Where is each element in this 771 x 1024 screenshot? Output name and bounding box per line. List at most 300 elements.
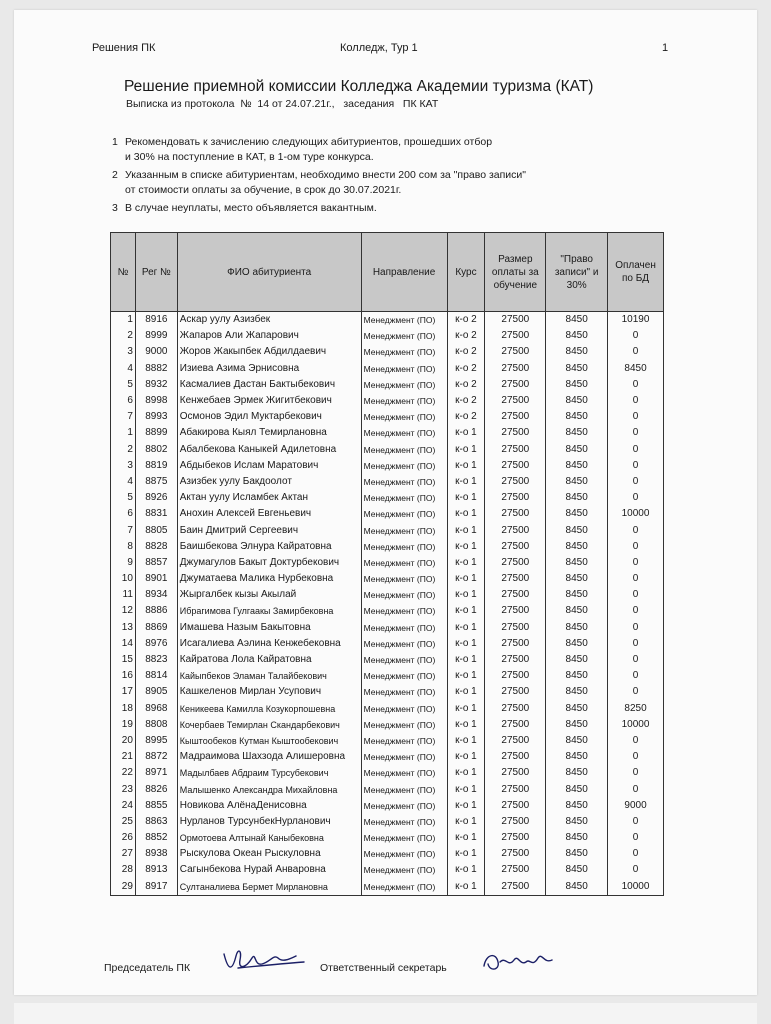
document-title: Решение приемной комиссии Колледжа Академии туризма (КАТ) bbox=[124, 78, 594, 95]
fee-amount: 27500 bbox=[485, 506, 546, 522]
table-row bbox=[111, 587, 664, 603]
course: к-о 1 bbox=[447, 571, 485, 587]
decision-point bbox=[112, 201, 632, 216]
row-number: 2 bbox=[111, 442, 136, 458]
reg-number: 8913 bbox=[135, 862, 177, 878]
table-row bbox=[111, 539, 664, 555]
applicant-name: Баишбекова Элнура Кайратовна bbox=[177, 539, 361, 555]
right-amount: 8450 bbox=[546, 409, 608, 425]
row-number: 12 bbox=[111, 603, 136, 619]
table-row bbox=[111, 668, 664, 684]
applicant-name: Новикова АлёнаДенисовна bbox=[177, 798, 361, 814]
applicant-name: Кочербаев Темирлан Скандарбекович bbox=[177, 717, 361, 733]
reg-number: 8993 bbox=[135, 409, 177, 425]
paid-amount: 0 bbox=[608, 781, 664, 797]
direction: Менеджмент (ПО) bbox=[361, 490, 447, 506]
fee-amount: 27500 bbox=[485, 425, 546, 441]
direction: Менеджмент (ПО) bbox=[361, 377, 447, 393]
table-row bbox=[111, 409, 664, 425]
fee-amount: 27500 bbox=[485, 458, 546, 474]
paid-amount: 0 bbox=[608, 571, 664, 587]
direction: Менеджмент (ПО) bbox=[361, 668, 447, 684]
fee-amount: 27500 bbox=[485, 361, 546, 377]
course: к-о 1 bbox=[447, 749, 485, 765]
row-number: 28 bbox=[111, 862, 136, 878]
paid-amount: 8250 bbox=[608, 701, 664, 717]
reg-number: 8999 bbox=[135, 328, 177, 344]
course: к-о 1 bbox=[447, 684, 485, 700]
paid-amount: 0 bbox=[608, 409, 664, 425]
reg-number: 8828 bbox=[135, 539, 177, 555]
direction: Менеджмент (ПО) bbox=[361, 879, 447, 896]
course: к-о 1 bbox=[447, 830, 485, 846]
applicant-name: Касмалиев Дастан Бактыбекович bbox=[177, 377, 361, 393]
col-header-course: Курс bbox=[447, 233, 485, 312]
direction: Менеджмент (ПО) bbox=[361, 603, 447, 619]
course: к-о 1 bbox=[447, 425, 485, 441]
table-row bbox=[111, 717, 664, 733]
document-subtitle: Выписка из протокола № 14 от 24.07.21г., заседания ПК КАТ bbox=[126, 98, 439, 110]
right-amount: 8450 bbox=[546, 781, 608, 797]
direction: Менеджмент (ПО) bbox=[361, 522, 447, 538]
course: к-о 2 bbox=[447, 344, 485, 360]
paid-amount: 0 bbox=[608, 603, 664, 619]
table-row bbox=[111, 781, 664, 797]
row-number: 27 bbox=[111, 846, 136, 862]
course: к-о 1 bbox=[447, 846, 485, 862]
applicant-name: Ибрагимова Гулгаакы Замирбековна bbox=[177, 603, 361, 619]
table-row bbox=[111, 636, 664, 652]
right-amount: 8450 bbox=[546, 636, 608, 652]
direction: Менеджмент (ПО) bbox=[361, 555, 447, 571]
table-row bbox=[111, 506, 664, 522]
direction: Менеджмент (ПО) bbox=[361, 636, 447, 652]
applicant-name: Джуматаева Малика Нурбековна bbox=[177, 571, 361, 587]
reg-number: 8875 bbox=[135, 474, 177, 490]
direction: Менеджмент (ПО) bbox=[361, 393, 447, 409]
direction: Менеджмент (ПО) bbox=[361, 312, 447, 329]
row-number: 26 bbox=[111, 830, 136, 846]
header-center: Колледж, Тур 1 bbox=[340, 42, 418, 54]
course: к-о 1 bbox=[447, 765, 485, 781]
direction: Менеджмент (ПО) bbox=[361, 652, 447, 668]
fee-amount: 27500 bbox=[485, 344, 546, 360]
applicant-name: Изиева Азима Эрнисовна bbox=[177, 361, 361, 377]
reg-number: 8971 bbox=[135, 765, 177, 781]
table-row bbox=[111, 474, 664, 490]
point-text: В случае неуплаты, место объявляется вакантным. bbox=[125, 202, 377, 214]
direction: Менеджмент (ПО) bbox=[361, 684, 447, 700]
reg-number: 8869 bbox=[135, 620, 177, 636]
row-number: 25 bbox=[111, 814, 136, 830]
right-amount: 8450 bbox=[546, 814, 608, 830]
point-number: 3 bbox=[112, 202, 118, 214]
direction: Менеджмент (ПО) bbox=[361, 733, 447, 749]
fee-amount: 27500 bbox=[485, 636, 546, 652]
applicant-name: Кеникеева Камилла Козукорпошевна bbox=[177, 701, 361, 717]
secretary-signature bbox=[478, 946, 558, 976]
right-amount: 8450 bbox=[546, 830, 608, 846]
course: к-о 2 bbox=[447, 361, 485, 377]
direction: Менеджмент (ПО) bbox=[361, 506, 447, 522]
row-number: 3 bbox=[111, 344, 136, 360]
row-number: 14 bbox=[111, 636, 136, 652]
fee-amount: 27500 bbox=[485, 474, 546, 490]
course: к-о 1 bbox=[447, 636, 485, 652]
paid-amount: 0 bbox=[608, 652, 664, 668]
paid-amount: 0 bbox=[608, 328, 664, 344]
header-left: Решения ПК bbox=[92, 42, 156, 54]
reg-number: 9000 bbox=[135, 344, 177, 360]
course: к-о 1 bbox=[447, 862, 485, 878]
paid-amount: 0 bbox=[608, 539, 664, 555]
fee-amount: 27500 bbox=[485, 717, 546, 733]
row-number: 1 bbox=[111, 425, 136, 441]
course: к-о 1 bbox=[447, 652, 485, 668]
fee-amount: 27500 bbox=[485, 781, 546, 797]
direction: Менеджмент (ПО) bbox=[361, 620, 447, 636]
direction: Менеджмент (ПО) bbox=[361, 862, 447, 878]
right-amount: 8450 bbox=[546, 684, 608, 700]
row-number: 5 bbox=[111, 377, 136, 393]
applicant-name: Жоров Жакыпбек Абдилдаевич bbox=[177, 344, 361, 360]
paid-amount: 10000 bbox=[608, 879, 664, 896]
course: к-о 1 bbox=[447, 458, 485, 474]
table-row bbox=[111, 765, 664, 781]
col-header-name: ФИО абитуриента bbox=[177, 233, 361, 312]
fee-amount: 27500 bbox=[485, 442, 546, 458]
col-header-paid: Оплачен по БД bbox=[608, 233, 664, 312]
applicant-name: Жапаров Али Жапарович bbox=[177, 328, 361, 344]
fee-amount: 27500 bbox=[485, 522, 546, 538]
course: к-о 1 bbox=[447, 733, 485, 749]
table-row bbox=[111, 328, 664, 344]
right-amount: 8450 bbox=[546, 571, 608, 587]
course: к-о 1 bbox=[447, 798, 485, 814]
paid-amount: 0 bbox=[608, 587, 664, 603]
decision-point bbox=[112, 168, 632, 198]
row-number: 5 bbox=[111, 490, 136, 506]
table-row bbox=[111, 377, 664, 393]
course: к-о 2 bbox=[447, 409, 485, 425]
reg-number: 8857 bbox=[135, 555, 177, 571]
fee-amount: 27500 bbox=[485, 539, 546, 555]
row-number: 4 bbox=[111, 361, 136, 377]
course: к-о 1 bbox=[447, 555, 485, 571]
direction: Менеджмент (ПО) bbox=[361, 425, 447, 441]
fee-amount: 27500 bbox=[485, 684, 546, 700]
paid-amount: 0 bbox=[608, 458, 664, 474]
direction: Менеджмент (ПО) bbox=[361, 814, 447, 830]
right-amount: 8450 bbox=[546, 652, 608, 668]
row-number: 18 bbox=[111, 701, 136, 717]
right-amount: 8450 bbox=[546, 344, 608, 360]
reg-number: 8905 bbox=[135, 684, 177, 700]
direction: Менеджмент (ПО) bbox=[361, 458, 447, 474]
applicant-name: Азизбек уулу Бакдоолот bbox=[177, 474, 361, 490]
table-row bbox=[111, 798, 664, 814]
reg-number: 8886 bbox=[135, 603, 177, 619]
table-row bbox=[111, 862, 664, 878]
fee-amount: 27500 bbox=[485, 620, 546, 636]
applicant-name: Ормотоева Алтынай Каныбековна bbox=[177, 830, 361, 846]
applicant-name: Нурланов ТурсунбекНурланович bbox=[177, 814, 361, 830]
row-number: 2 bbox=[111, 328, 136, 344]
right-amount: 8450 bbox=[546, 668, 608, 684]
page-number: 1 bbox=[662, 42, 669, 54]
reg-number: 8852 bbox=[135, 830, 177, 846]
fee-amount: 27500 bbox=[485, 798, 546, 814]
applicant-name: Мадылбаев Абдраим Турсубекович bbox=[177, 765, 361, 781]
right-amount: 8450 bbox=[546, 701, 608, 717]
row-number: 6 bbox=[111, 393, 136, 409]
course: к-о 1 bbox=[447, 717, 485, 733]
paid-amount: 0 bbox=[608, 377, 664, 393]
point-text: Указанным в списке абитуриентам, необходимо внести 200 сом за "право записи" от стоимости оплаты за обучение, в срок до 30.07.2021г. bbox=[125, 169, 527, 196]
paid-amount: 0 bbox=[608, 393, 664, 409]
applicant-name: Джумагулов Бакыт Доктурбекович bbox=[177, 555, 361, 571]
right-amount: 8450 bbox=[546, 862, 608, 878]
reg-number: 8863 bbox=[135, 814, 177, 830]
applicant-name: Кайыпбеков Эламан Талайбекович bbox=[177, 668, 361, 684]
row-number: 17 bbox=[111, 684, 136, 700]
table-row bbox=[111, 393, 664, 409]
course: к-о 1 bbox=[447, 506, 485, 522]
applicant-name: Малышенко Александра Михайловна bbox=[177, 781, 361, 797]
row-number: 29 bbox=[111, 879, 136, 896]
right-amount: 8450 bbox=[546, 879, 608, 896]
paid-amount: 0 bbox=[608, 522, 664, 538]
reg-number: 8826 bbox=[135, 781, 177, 797]
reg-number: 8916 bbox=[135, 312, 177, 329]
row-number: 6 bbox=[111, 506, 136, 522]
table-row bbox=[111, 879, 664, 896]
applicant-name: Баин Дмитрий Сергеевич bbox=[177, 522, 361, 538]
course: к-о 1 bbox=[447, 620, 485, 636]
reg-number: 8819 bbox=[135, 458, 177, 474]
applicant-name: Кенжебаев Эрмек Жигитбекович bbox=[177, 393, 361, 409]
paid-amount: 9000 bbox=[608, 798, 664, 814]
fee-amount: 27500 bbox=[485, 765, 546, 781]
chair-signature bbox=[218, 944, 310, 978]
reg-number: 8899 bbox=[135, 425, 177, 441]
fee-amount: 27500 bbox=[485, 733, 546, 749]
row-number: 15 bbox=[111, 652, 136, 668]
applicant-name: Мадраимова Шахзода Алишеровна bbox=[177, 749, 361, 765]
course: к-о 1 bbox=[447, 701, 485, 717]
direction: Менеджмент (ПО) bbox=[361, 442, 447, 458]
col-header-right: "Право записи" и 30% bbox=[546, 233, 608, 312]
table-row bbox=[111, 555, 664, 571]
row-number: 19 bbox=[111, 717, 136, 733]
applicant-name: Абакирова Кыял Темирлановна bbox=[177, 425, 361, 441]
table-row bbox=[111, 846, 664, 862]
applicant-name: Кайратова Лола Кайратовна bbox=[177, 652, 361, 668]
right-amount: 8450 bbox=[546, 312, 608, 329]
applicant-name: Кыштообеков Кутман Кыштообекович bbox=[177, 733, 361, 749]
right-amount: 8450 bbox=[546, 522, 608, 538]
paid-amount: 0 bbox=[608, 749, 664, 765]
direction: Менеджмент (ПО) bbox=[361, 717, 447, 733]
course: к-о 1 bbox=[447, 781, 485, 797]
paid-amount: 0 bbox=[608, 620, 664, 636]
table-row bbox=[111, 490, 664, 506]
row-number: 8 bbox=[111, 539, 136, 555]
row-number: 1 bbox=[111, 312, 136, 329]
paid-amount: 0 bbox=[608, 830, 664, 846]
table-row bbox=[111, 733, 664, 749]
table-row bbox=[111, 442, 664, 458]
fee-amount: 27500 bbox=[485, 587, 546, 603]
table-row bbox=[111, 652, 664, 668]
row-number: 24 bbox=[111, 798, 136, 814]
course: к-о 1 bbox=[447, 474, 485, 490]
fee-amount: 27500 bbox=[485, 652, 546, 668]
paid-amount: 10000 bbox=[608, 506, 664, 522]
table-row bbox=[111, 425, 664, 441]
applicant-name: Сагынбекова Нурай Анваровна bbox=[177, 862, 361, 878]
reg-number: 8882 bbox=[135, 361, 177, 377]
table-row bbox=[111, 312, 664, 329]
course: к-о 1 bbox=[447, 879, 485, 896]
direction: Менеджмент (ПО) bbox=[361, 830, 447, 846]
paid-amount: 0 bbox=[608, 862, 664, 878]
paid-amount: 0 bbox=[608, 636, 664, 652]
right-amount: 8450 bbox=[546, 733, 608, 749]
applicant-name: Абдыбеков Ислам Маратович bbox=[177, 458, 361, 474]
fee-amount: 27500 bbox=[485, 846, 546, 862]
table-header-row bbox=[111, 233, 664, 312]
paid-amount: 10190 bbox=[608, 312, 664, 329]
reg-number: 8932 bbox=[135, 377, 177, 393]
decision-points bbox=[112, 135, 632, 219]
right-amount: 8450 bbox=[546, 620, 608, 636]
applicant-name: Рыскулова Океан Рыскуловна bbox=[177, 846, 361, 862]
fee-amount: 27500 bbox=[485, 701, 546, 717]
applicant-name: Анохин Алексей Евгеньевич bbox=[177, 506, 361, 522]
table-row bbox=[111, 603, 664, 619]
course: к-о 1 bbox=[447, 442, 485, 458]
row-number: 22 bbox=[111, 765, 136, 781]
paid-amount: 0 bbox=[608, 733, 664, 749]
table-row bbox=[111, 458, 664, 474]
row-number: 3 bbox=[111, 458, 136, 474]
direction: Менеджмент (ПО) bbox=[361, 361, 447, 377]
right-amount: 8450 bbox=[546, 555, 608, 571]
fee-amount: 27500 bbox=[485, 830, 546, 846]
reg-number: 8968 bbox=[135, 701, 177, 717]
applicant-name: Имашева Назым Бакытовна bbox=[177, 620, 361, 636]
fee-amount: 27500 bbox=[485, 862, 546, 878]
reg-number: 8823 bbox=[135, 652, 177, 668]
row-number: 20 bbox=[111, 733, 136, 749]
course: к-о 1 bbox=[447, 539, 485, 555]
right-amount: 8450 bbox=[546, 717, 608, 733]
decision-point bbox=[112, 135, 632, 165]
fee-amount: 27500 bbox=[485, 879, 546, 896]
course: к-о 1 bbox=[447, 490, 485, 506]
right-amount: 8450 bbox=[546, 846, 608, 862]
direction: Менеджмент (ПО) bbox=[361, 571, 447, 587]
paid-amount: 0 bbox=[608, 684, 664, 700]
paid-amount: 0 bbox=[608, 765, 664, 781]
course: к-о 1 bbox=[447, 587, 485, 603]
table-row bbox=[111, 701, 664, 717]
paid-amount: 0 bbox=[608, 344, 664, 360]
table-row bbox=[111, 814, 664, 830]
reg-number: 8808 bbox=[135, 717, 177, 733]
direction: Менеджмент (ПО) bbox=[361, 474, 447, 490]
table-row bbox=[111, 749, 664, 765]
right-amount: 8450 bbox=[546, 490, 608, 506]
reg-number: 8926 bbox=[135, 490, 177, 506]
course: к-о 1 bbox=[447, 522, 485, 538]
reg-number: 8831 bbox=[135, 506, 177, 522]
direction: Менеджмент (ПО) bbox=[361, 765, 447, 781]
table-row bbox=[111, 620, 664, 636]
right-amount: 8450 bbox=[546, 328, 608, 344]
right-amount: 8450 bbox=[546, 377, 608, 393]
point-text: Рекомендовать к зачислению следующих абитуриентов, прошедших отбор и 30% на поступление в КАТ, в 1-ом туре конкурса. bbox=[125, 136, 493, 163]
paid-amount: 0 bbox=[608, 668, 664, 684]
row-number: 10 bbox=[111, 571, 136, 587]
col-header-fee: Размер оплаты за обучение bbox=[485, 233, 546, 312]
paid-amount: 10000 bbox=[608, 717, 664, 733]
table-row bbox=[111, 522, 664, 538]
right-amount: 8450 bbox=[546, 506, 608, 522]
fee-amount: 27500 bbox=[485, 377, 546, 393]
direction: Менеджмент (ПО) bbox=[361, 539, 447, 555]
applicant-name: Абалбекова Каныкей Адилетовна bbox=[177, 442, 361, 458]
direction: Менеджмент (ПО) bbox=[361, 781, 447, 797]
reg-number: 8934 bbox=[135, 587, 177, 603]
row-number: 4 bbox=[111, 474, 136, 490]
applicant-name: Осмонов Эдил Муктарбекович bbox=[177, 409, 361, 425]
right-amount: 8450 bbox=[546, 425, 608, 441]
row-number: 7 bbox=[111, 409, 136, 425]
fee-amount: 27500 bbox=[485, 312, 546, 329]
table-row bbox=[111, 361, 664, 377]
direction: Менеджмент (ПО) bbox=[361, 749, 447, 765]
fee-amount: 27500 bbox=[485, 603, 546, 619]
col-header-reg: Рег № bbox=[135, 233, 177, 312]
reg-number: 8802 bbox=[135, 442, 177, 458]
right-amount: 8450 bbox=[546, 393, 608, 409]
applicants-table bbox=[110, 232, 664, 896]
table-row bbox=[111, 571, 664, 587]
paid-amount: 0 bbox=[608, 490, 664, 506]
applicant-name: Султаналиева Бермет Мирлановна bbox=[177, 879, 361, 896]
direction: Менеджмент (ПО) bbox=[361, 701, 447, 717]
reg-number: 8995 bbox=[135, 733, 177, 749]
fee-amount: 27500 bbox=[485, 409, 546, 425]
fee-amount: 27500 bbox=[485, 328, 546, 344]
row-number: 9 bbox=[111, 555, 136, 571]
applicant-name: Жыргалбек кызы Акылай bbox=[177, 587, 361, 603]
course: к-о 2 bbox=[447, 393, 485, 409]
fee-amount: 27500 bbox=[485, 490, 546, 506]
right-amount: 8450 bbox=[546, 765, 608, 781]
reg-number: 8814 bbox=[135, 668, 177, 684]
point-number: 1 bbox=[112, 136, 118, 148]
fee-amount: 27500 bbox=[485, 555, 546, 571]
secretary-label: Ответственный секретарь bbox=[320, 962, 447, 974]
paid-amount: 0 bbox=[608, 846, 664, 862]
table-row bbox=[111, 344, 664, 360]
paid-amount: 8450 bbox=[608, 361, 664, 377]
row-number: 7 bbox=[111, 522, 136, 538]
right-amount: 8450 bbox=[546, 361, 608, 377]
